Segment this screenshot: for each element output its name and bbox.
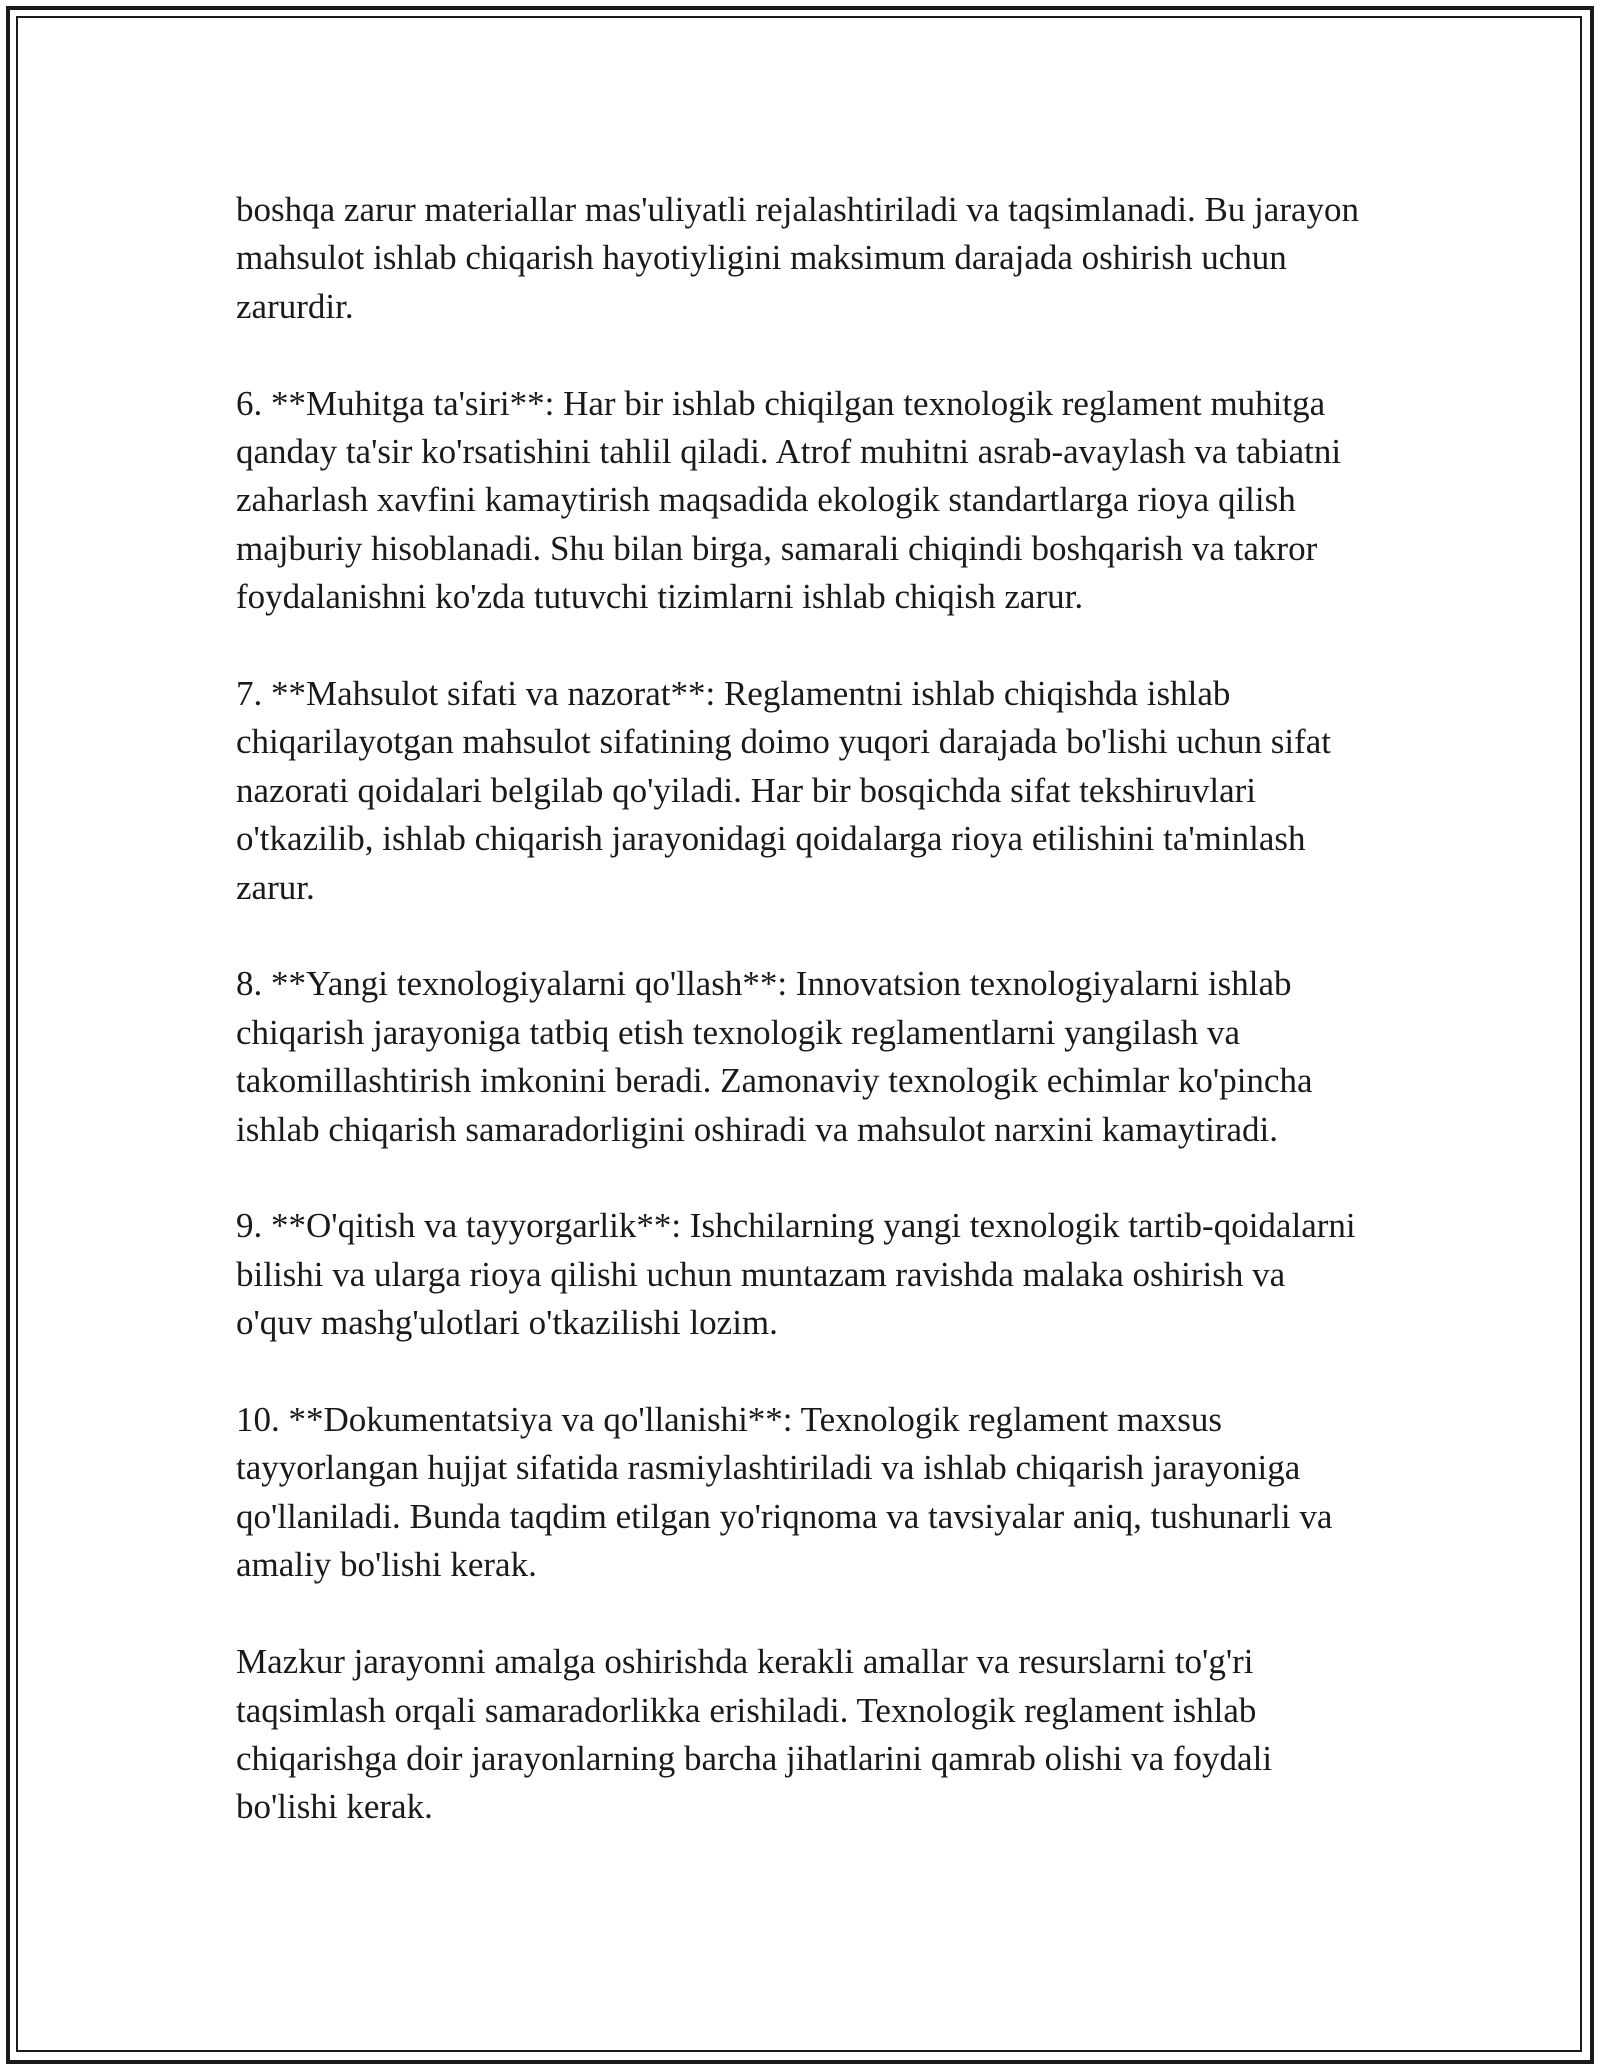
paragraph-item-8: 8. **Yangi texnologiyalarni qo'llash**: Innovatsion texnologiyalarni ishlab chiqarish jarayoniga tatbiq etish texnologik reglamentlarni yangilash va takomillashtirish imkonini beradi. Zamonaviy texnologik echimlar ko'pincha ishlab chiqarish samaradorligini oshiradi va mahsulot narxini kamaytiradi. xyxy=(236,964,1313,1149)
paragraph-conclusion: Mazkur jarayonni amalga oshirishda kerakli amallar va resurslarni to'g'ri taqsimlash orqali samaradorlikka erishiladi. Texnologik reglament ishlab chiqarishga doir jarayonlarning barcha jihatlarini qamrab olishi va foydali bo'lishi kerak. xyxy=(236,1642,1273,1827)
paragraph-item-7: 7. **Mahsulot sifati va nazorat**: Reglamentni ishlab chiqishda ishlab chiqarilayotgan mahsulot sifatining doimo yuqori darajada bo'lishi uchun sifat nazorati qoidalari belgilab qo'yiladi. Har bir bosqichda sifat tekshiruvlari o'tkazilib, ishlab chiqarish jarayonidagi qoidalarga rioya etilishini ta'minlash zarur. xyxy=(236,674,1331,907)
paragraph-continuation: boshqa zarur materiallar mas'uliyatli rejalashtiriladi va taqsimlanadi. Bu jarayon mahsulot ishlab chiqarish hayotiyligini maksimum darajada oshirish uchun zarurdir. xyxy=(236,190,1360,326)
document-body xyxy=(236,186,1364,1832)
paragraph-item-10: 10. **Dokumentatsiya va qo'llanishi**: Texnologik reglament maxsus tayyorlangan hujjat sifatida rasmiylashtiriladi va ishlab chiqarish jarayoniga qo'llaniladi. Bunda taqdim etilgan yo'riqnoma va tavsiyalar aniq, tushunarli va amaliy bo'lishi kerak. xyxy=(236,1400,1333,1585)
paragraph-item-6: 6. **Muhitga ta'siri**: Har bir ishlab chiqilgan texnologik reglament muhitga qanday ta'sir ko'rsatishini tahlil qiladi. Atrof muhitni asrab-avaylash va tabiatni zaharlash xavfini kamaytirish maqsadida ekologik standartlarga rioya qilish majburiy hisoblanadi. Shu bilan birga, samarali chiqindi boshqarish va takror foydalanishni ko'zda tutuvchi tizimlarni ishlab chiqish zarur. xyxy=(236,383,1342,617)
paragraph-item-9: 9. **O'qitish va tayyorgarlik**: Ishchilarning yangi texnologik tartib-qoidalarni bilishi va ularga rioya qilishi uchun muntazam ravishda malaka oshirish va o'quv mashg'ulotlari o'tkazilishi lozim. xyxy=(236,1206,1356,1343)
